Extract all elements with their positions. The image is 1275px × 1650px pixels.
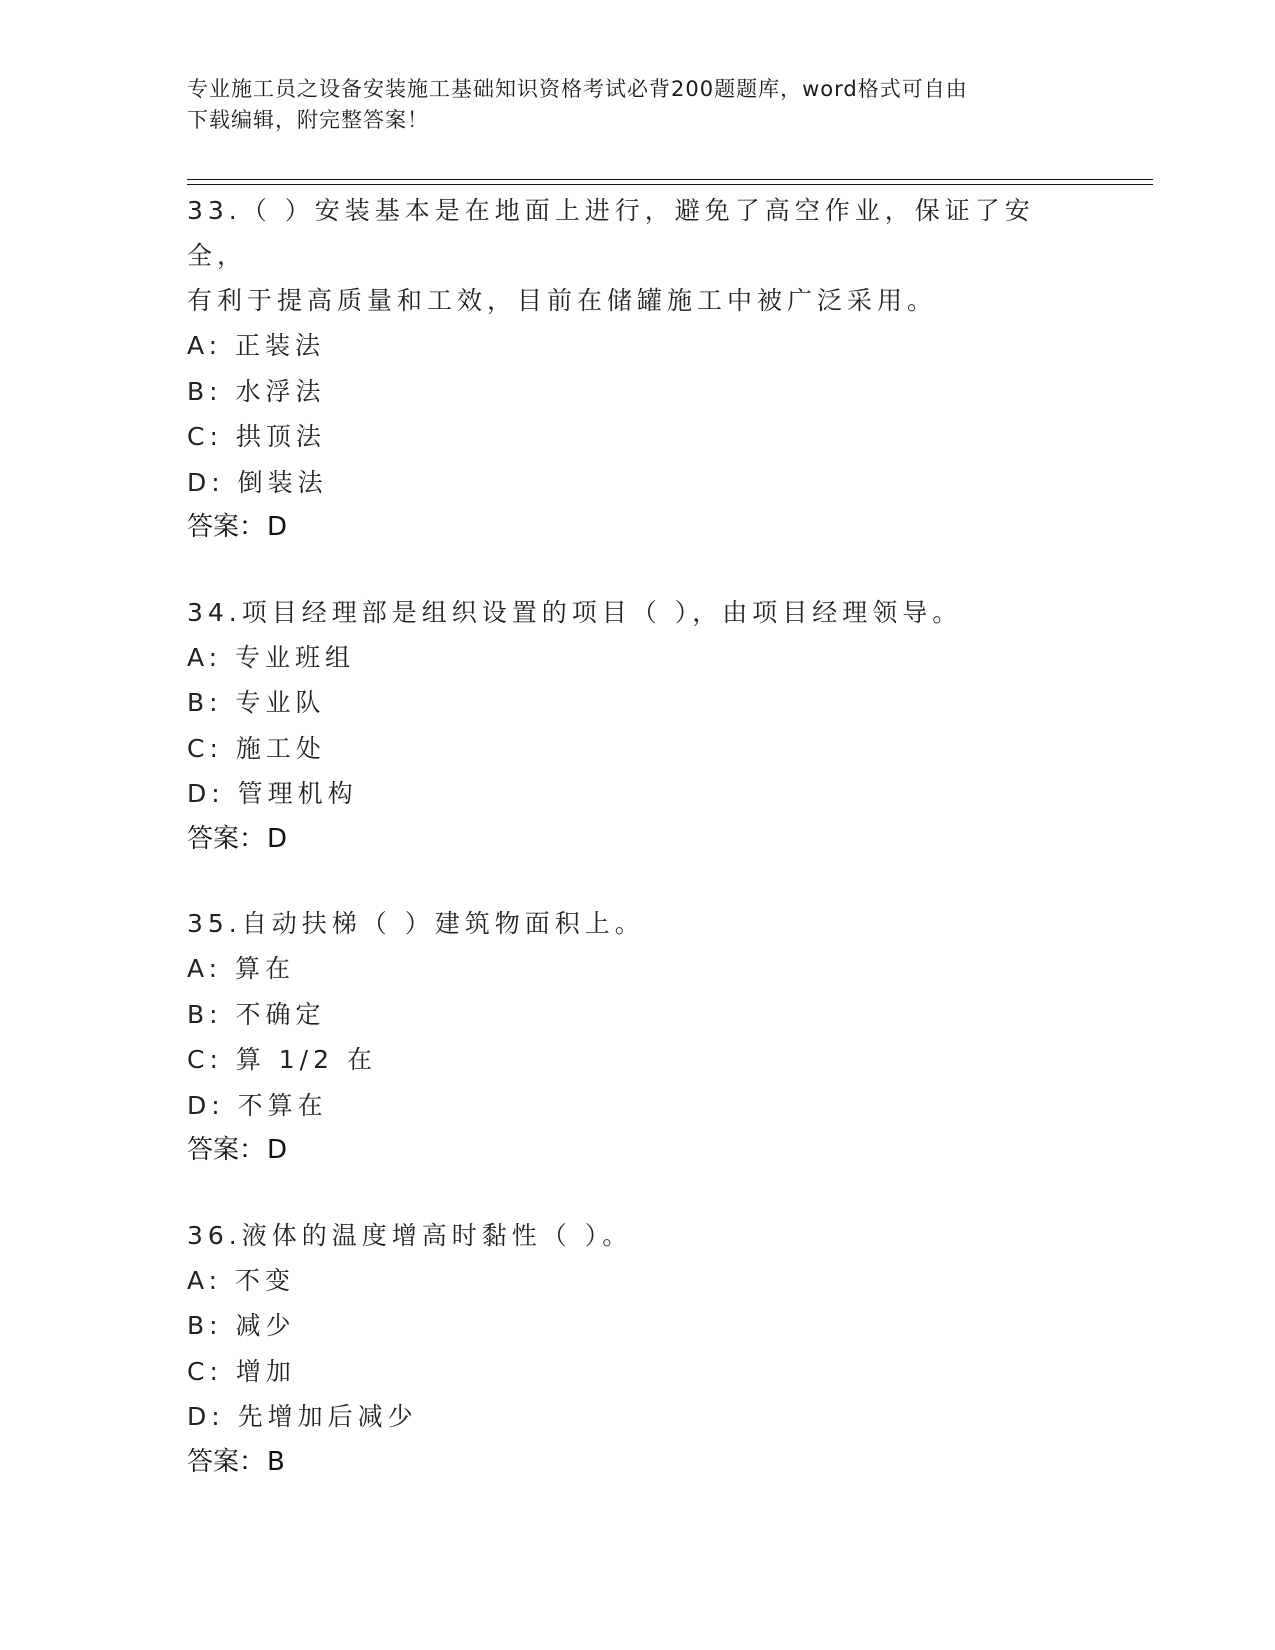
header-line-1: 专业施工员之设备安装施工基础知识资格考试必背200题题库，word格式可自由 (187, 77, 968, 101)
option-d: D: 先增加后减少 (187, 1402, 418, 1431)
option-d: D: 倒装法 (187, 467, 328, 497)
option-b: B: 减少 (187, 1311, 296, 1340)
answer-value: D (267, 1135, 288, 1165)
answer-label: 答案： (187, 823, 266, 854)
option-c: C: 算 1/2 在 (187, 1045, 377, 1074)
question-33 (187, 188, 1087, 551)
answer-line (187, 505, 1087, 551)
question-stem: 35.自动扶梯（ ）建筑物面积上。 (187, 909, 645, 938)
option-c: C: 拱顶法 (187, 422, 326, 451)
question-list (187, 188, 1087, 1524)
document-header (187, 74, 1067, 136)
option-c: C: 施工处 (187, 733, 326, 763)
answer-label: 答案： (187, 512, 266, 542)
header-divider-top (187, 179, 1153, 180)
question-stem: 33.（ ）安装基本是在地面上进行，避免了高空作业，保证了安全， (187, 196, 1035, 270)
answer-line (187, 1128, 1087, 1174)
question-36 (187, 1213, 1087, 1486)
question-35 (187, 901, 1087, 1174)
option-b: B: 专业队 (187, 688, 326, 717)
option-a: A: 专业班组 (187, 642, 356, 672)
option-a: A: 正装法 (187, 331, 326, 360)
answer-value: D (267, 823, 288, 854)
answer-line (187, 817, 1087, 863)
option-a: A: 算在 (187, 954, 296, 983)
question-stem-continued: 有利于提高质量和工效，目前在储罐施工中被广泛采用。 (187, 286, 938, 315)
option-b: B: 不确定 (187, 999, 326, 1029)
question-stem: 34.项目经理部是组织设置的项目（ ），由项目经理领导。 (187, 597, 963, 627)
answer-label: 答案： (187, 1446, 266, 1477)
question-stem: 36.液体的温度增高时黏性（ ）。 (187, 1220, 633, 1250)
answer-line (187, 1440, 1087, 1486)
header-divider-bottom (187, 184, 1153, 185)
answer-label: 答案： (187, 1135, 266, 1165)
question-34 (187, 590, 1087, 863)
header-line-2: 下载编辑，附完整答案！ (187, 108, 429, 132)
answer-value: B (267, 1446, 285, 1477)
answer-value: D (267, 512, 288, 542)
option-c: C: 增加 (187, 1356, 296, 1386)
option-b: B: 水浮法 (187, 376, 326, 406)
option-d: D: 管理机构 (187, 779, 358, 808)
option-d: D: 不算在 (187, 1090, 328, 1120)
option-a: A: 不变 (187, 1265, 296, 1295)
